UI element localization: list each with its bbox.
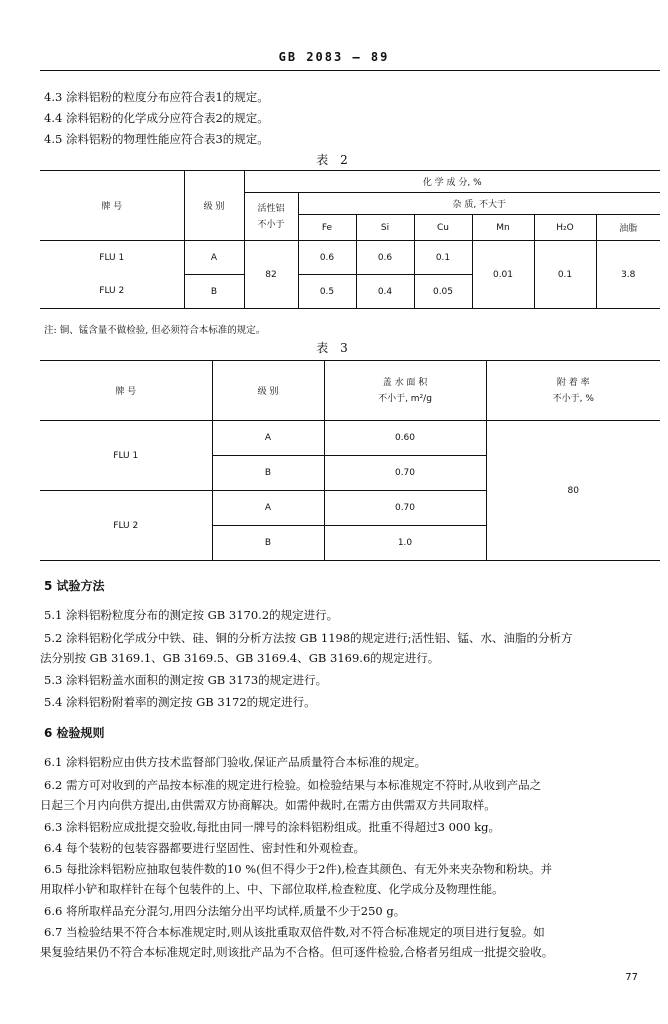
t2-row1-fe: 0.6 [298,241,356,275]
t2-header-grade: 级 别 [184,171,244,241]
t3-row1b-cover: 0.70 [324,456,486,491]
t3-cover-unit: 不小于, m²/g [378,393,432,404]
t2-header-impurity: 杂 质, 不大于 [298,193,660,215]
clause-6-2-cont: 日起三个月内向供方提出,由供需双方协商解决。如需仲裁时,在需方由供需双方共同取样。 [40,798,496,812]
clause-5-1: 5.1 涂料铝粉粒度分布的测定按 GB 3170.2的规定进行。 [44,608,339,622]
t2-row2-fe: 0.5 [298,275,356,309]
clause-6-4: 6.4 每个装粉的包装容器都要进行坚固性、密封性和外观检查。 [44,841,365,855]
page-header: GB 2083 — 89 [278,50,390,64]
clause-5-2: 5.2 涂料铝粉化学成分中铁、硅、铜的分析方法按 GB 1198的规定进行;活性铝、锰、水、油脂的分析方 [44,631,573,645]
clause-6-3: 6.3 涂料铝粉应成批提交验收,每批由同一牌号的涂料铝粉组成。批重不得超过3 000 kg。 [44,820,501,834]
clause-6-1: 6.1 涂料铝粉应由供方技术监督部门验收,保证产品质量符合本标准的规定。 [44,755,427,769]
t2-active-label: 活性铝 [257,203,285,214]
t2-row2-si: 0.4 [356,275,414,309]
clause-6-7-cont: 果复验结果仍不符合本标准规定时,则该批产品为不合格。但可逐件检验,合格者另组成一批提交验收。 [40,945,554,959]
t2-header-chem: 化 学 成 分, % [244,171,660,193]
clause-5-4: 5.4 涂料铝粉附着率的测定按 GB 3172的规定进行。 [44,695,316,709]
t3-cover-label: 盖 水 面 积 [382,377,428,388]
t2-col-fe: Fe [298,215,356,241]
t3-row1a-cover: 0.60 [324,421,486,456]
t3-header-adhere [486,361,660,421]
t3-header-grade: 级 别 [212,361,324,421]
section-5-title: 5 试验方法 [44,579,105,593]
table2-note: 注: 铜、锰含量不做检验, 但必须符合本标准的规定。 [44,325,266,336]
t2-row2-grade: B [184,275,244,309]
t3-header-brand: 牌 号 [40,361,212,421]
t3-adhere-label: 附 着 率 [556,377,590,388]
t3-row2b-cover: 1.0 [324,526,486,561]
table3 [40,360,660,561]
clause-4-4: 4.4 涂料铝粉的化学成分应符合表2的规定。 [44,111,269,125]
t3-row2a-cover: 0.70 [324,491,486,526]
t3-row1b-grade: B [212,456,324,491]
t2-active-min: 不小于 [257,219,285,230]
t3-header-cover [324,361,486,421]
t2-row1-cu: 0.1 [414,241,472,275]
t3-row1-brand: FLU 1 [40,421,212,491]
t2-mn-value: 0.01 [472,241,534,309]
t2-col-cu: Cu [414,215,472,241]
t3-row2b-grade: B [212,526,324,561]
section-6-title: 6 检验规则 [44,726,105,740]
header-rule [40,70,660,71]
t3-row1a-grade: A [212,421,324,456]
clause-4-3: 4.3 涂料铝粉的粒度分布应符合表1的规定。 [44,90,269,104]
t2-col-si: Si [356,215,414,241]
clause-6-5-cont: 用取样小铲和取样针在每个包装件的上、中、下部位取样,检查粒度、化学成分及物理性能。 [40,882,504,896]
clause-6-2: 6.2 需方可对收到的产品按本标准的规定进行检验。如检验结果与本标准规定不符时,从收到产品之 [44,778,542,792]
t3-row2a-grade: A [212,491,324,526]
clause-5-2-cont: 法分别按 GB 3169.1、GB 3169.5、GB 3169.4、GB 3169.6的规定进行。 [40,651,440,665]
t2-h2o-value: 0.1 [534,241,596,309]
page-number: 77 [625,972,638,983]
table2 [40,170,660,309]
t2-row1-brand: FLU 1 [40,241,184,275]
table2-title: 表 2 [316,153,352,167]
t2-row1-grade: A [184,241,244,275]
t2-col-mn: Mn [472,215,534,241]
t2-col-oil: 油脂 [596,215,660,241]
t2-oil-value: 3.8 [596,241,660,309]
t2-active-value: 82 [244,241,298,309]
t2-col-h2o: H₂O [534,215,596,241]
t2-row2-brand: FLU 2 [40,275,184,309]
clause-6-6: 6.6 将所取样品充分混匀,用四分法缩分出平均试样,质量不少于250 g。 [44,904,406,918]
t2-row1-si: 0.6 [356,241,414,275]
t2-row2-cu: 0.05 [414,275,472,309]
clause-6-5: 6.5 每批涂料铝粉应抽取包装件数的10 %(但不得少于2件),检查其颜色、有无外来夹杂物和粉块。并 [44,862,553,876]
t3-adhere-value: 80 [486,421,660,561]
clause-4-5: 4.5 涂料铝粉的物理性能应符合表3的规定。 [44,132,269,146]
t3-adhere-unit: 不小于, % [552,393,594,404]
clause-6-7: 6.7 当检验结果不符合本标准规定时,则从该批重取双倍件数,对不符合标准规定的项目进行复验。如 [44,925,545,939]
table3-title: 表 3 [316,341,352,355]
t3-row2-brand: FLU 2 [40,491,212,561]
t2-header-active [244,193,298,241]
clause-5-3: 5.3 涂料铝粉盖水面积的测定按 GB 3173的规定进行。 [44,673,328,687]
t2-header-brand: 牌 号 [40,171,184,241]
